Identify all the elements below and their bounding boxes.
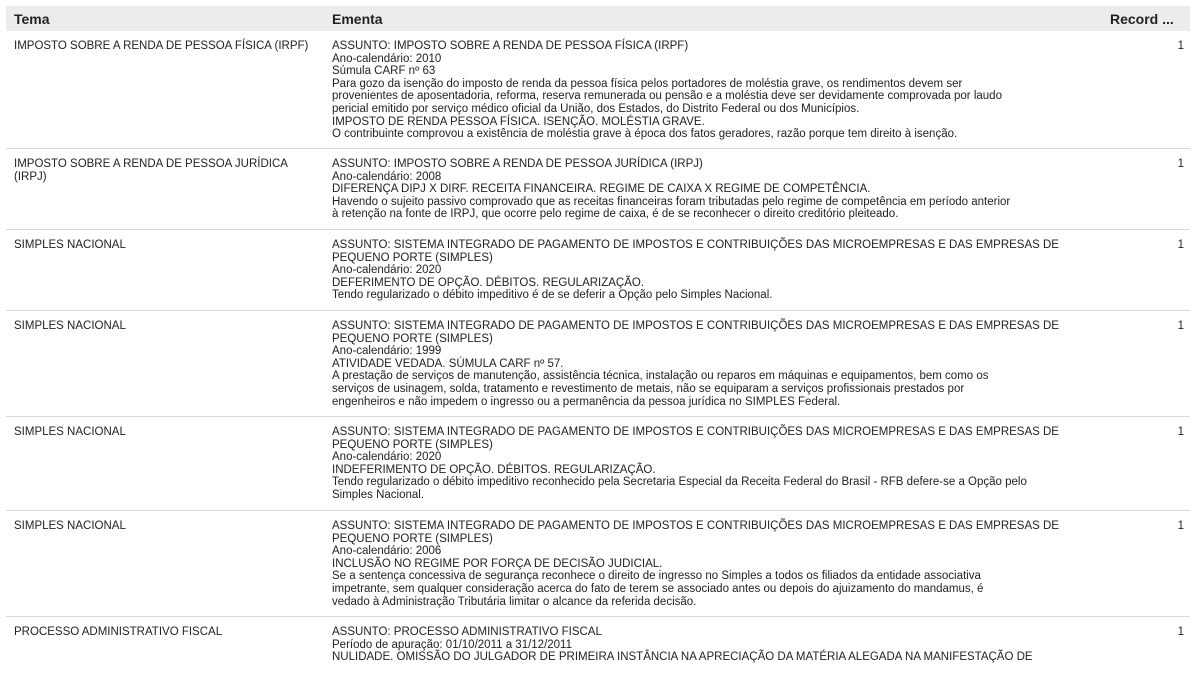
- cell-tema: [6, 239, 324, 310]
- tema-line: IMPOSTO SOBRE A RENDA DE PESSOA JURÍDICA: [14, 158, 288, 170]
- ementa-line: Ano-calendário: 2010: [332, 52, 442, 65]
- ementa-line: à retenção na fonte de IRPJ, que ocorre pelo regime de caixa, é de se reconhecer o direito creditório pleiteado.: [332, 208, 899, 221]
- column-header-ementa[interactable]: Ementa: [332, 10, 383, 27]
- cell-tema: [6, 626, 324, 677]
- table-row[interactable]: [6, 149, 1190, 230]
- cell-ementa: [324, 520, 1096, 616]
- ementa-line: PEQUENO PORTE (SIMPLES): [332, 332, 493, 345]
- tema-line: SIMPLES NACIONAL: [14, 520, 126, 532]
- table-header: [6, 6, 1190, 31]
- cell-ementa: [324, 626, 1096, 677]
- ementa-line: INCLUSÃO NO REGIME POR FORÇA DE DECISÃO JUDICIAL.: [332, 557, 663, 570]
- ementa-line: Tendo regularizado o débito impeditivo é de se deferir a Opção pelo Simples Nacional.: [332, 289, 773, 302]
- ementa-line: IMPOSTO DE RENDA PESSOA FÍSICA. ISENÇÃO. MOLÉSTIA GRAVE.: [332, 115, 705, 128]
- ementa-line: ASSUNTO: SISTEMA INTEGRADO DE PAGAMENTO DE IMPOSTOS E CONTRIBUIÇÕES DAS MICROEMPRESAS E DAS EMPRESAS DE: [332, 239, 1059, 251]
- ementa-line: DEFERIMENTO DE OPÇÃO. DÉBITOS. REGULARIZAÇÃO.: [332, 276, 645, 289]
- cell-ementa: [324, 426, 1096, 510]
- ementa-line: serviços de usinagem, solda, tratamento e revestimento de metais, não se equiparam a serviços profissionais prestados por: [332, 382, 965, 395]
- ementa-line: Período de apuração: 01/10/2011 a 31/12/2011: [332, 638, 572, 651]
- ementa-line: pericial emitido por serviço médico oficial da União, dos Estados, do Distrito Federal ou dos Municípios.: [332, 102, 860, 115]
- tema-line: IMPOSTO SOBRE A RENDA DE PESSOA FÍSICA (IRPF): [14, 40, 309, 52]
- table-row[interactable]: [6, 417, 1190, 511]
- cell-ementa: [324, 158, 1096, 229]
- cell-record-count: 1: [1177, 520, 1184, 532]
- table-row[interactable]: [6, 311, 1190, 417]
- ementa-line: PEQUENO PORTE (SIMPLES): [332, 251, 493, 264]
- ementa-line: PEQUENO PORTE (SIMPLES): [332, 532, 493, 545]
- cell-tema: [6, 426, 324, 510]
- ementa-line: vedado à Administração Tributária limitar o alcance da referida decisão.: [332, 595, 697, 608]
- table-row[interactable]: [6, 230, 1190, 311]
- cell-tema: [6, 158, 324, 229]
- table-body: [6, 31, 1190, 677]
- ementa-line: PEQUENO PORTE (SIMPLES): [332, 438, 493, 451]
- cell-record-count: 1: [1177, 320, 1184, 332]
- column-header-tema[interactable]: Tema: [14, 10, 50, 27]
- ementa-line: ASSUNTO: SISTEMA INTEGRADO DE PAGAMENTO DE IMPOSTOS E CONTRIBUIÇÕES DAS MICROEMPRESAS E DAS EMPRESAS DE: [332, 320, 1059, 332]
- cell-record-count: 1: [1177, 426, 1184, 438]
- table-row[interactable]: [6, 511, 1190, 617]
- cell-tema: [6, 40, 324, 148]
- table-row[interactable]: [6, 617, 1190, 677]
- tema-line: SIMPLES NACIONAL: [14, 426, 126, 438]
- ementa-line: Ano-calendário: 2020: [332, 264, 442, 277]
- ementa-line: DIFERENÇA DIPJ X DIRF. RECEITA FINANCEIRA. REGIME DE CAIXA X REGIME DE COMPETÊNCIA.: [332, 183, 871, 196]
- ementa-line: Para gozo da isenção do imposto de renda da pessoa física pelos portadores de moléstia grave, os rendimentos devem ser: [332, 77, 963, 90]
- ementa-line: O contribuinte comprovou a existência de moléstia grave à época dos fatos geradores, razão porque tem direito à isenção.: [332, 128, 958, 141]
- ementa-line: ASSUNTO: SISTEMA INTEGRADO DE PAGAMENTO DE IMPOSTOS E CONTRIBUIÇÕES DAS MICROEMPRESAS E DAS EMPRESAS DE: [332, 520, 1059, 532]
- ementa-line: Ano-calendário: 2008: [332, 170, 442, 183]
- results-table: [6, 6, 1190, 677]
- tema-line: PROCESSO ADMINISTRATIVO FISCAL: [14, 626, 223, 638]
- ementa-line: A prestação de serviços de manutenção, assistência técnica, instalação ou reparos em máquinas e equipamentos, bem como os: [332, 370, 989, 383]
- ementa-line: ASSUNTO: PROCESSO ADMINISTRATIVO FISCAL: [332, 626, 602, 638]
- cell-record-count: 1: [1177, 239, 1184, 251]
- ementa-line: Súmula CARF nº 63: [332, 65, 436, 78]
- table-row[interactable]: [6, 31, 1190, 149]
- cell-record-count: 1: [1177, 40, 1184, 52]
- cell-record-count: 1: [1177, 626, 1184, 638]
- tema-line: SIMPLES NACIONAL: [14, 320, 126, 332]
- ementa-line: Ano-calendário: 2006: [332, 545, 442, 558]
- ementa-line: Ano-calendário: 2020: [332, 451, 442, 464]
- ementa-line: provenientes de aposentadoria, reforma, reserva remunerada ou pensão e a moléstia deve ser devidamente comprovada por laudo: [332, 90, 1002, 103]
- ementa-line: Havendo o sujeito passivo comprovado que as receitas financeiras foram tributadas pelo regime de competência em período anterior: [332, 195, 1011, 208]
- ementa-line: Tendo regularizado o débito impeditivo reconhecido pela Secretaria Especial da Receita Federal do Brasil - RFB defere-se a Opção pelo: [332, 476, 1027, 489]
- cell-ementa: [324, 239, 1096, 310]
- cell-ementa: [324, 40, 1096, 148]
- ementa-line: NULIDADE. OMISSÃO DO JULGADOR DE PRIMEIRA INSTÂNCIA NA APRECIAÇÃO DA MATÉRIA ALEGADA NA MANIFESTAÇÃO DE: [332, 651, 1033, 664]
- ementa-line: Ano-calendário: 1999: [332, 345, 442, 358]
- cell-tema: [6, 520, 324, 616]
- column-header-record[interactable]: Record ...: [1110, 10, 1174, 27]
- tema-line: SIMPLES NACIONAL: [14, 239, 126, 251]
- ementa-line: Se a sentença concessiva de segurança reconhece o direito de ingresso no Simples a todos os filiados da entidade associativa: [332, 570, 981, 583]
- ementa-line: ATIVIDADE VEDADA. SÚMULA CARF nº 57.: [332, 357, 564, 370]
- ementa-line: ASSUNTO: IMPOSTO SOBRE A RENDA DE PESSOA JURÍDICA (IRPJ): [332, 158, 703, 170]
- ementa-line: Simples Nacional.: [332, 488, 425, 501]
- ementa-line: ASSUNTO: SISTEMA INTEGRADO DE PAGAMENTO DE IMPOSTOS E CONTRIBUIÇÕES DAS MICROEMPRESAS E DAS EMPRESAS DE: [332, 426, 1059, 438]
- cell-tema: [6, 320, 324, 416]
- cell-record-count: 1: [1177, 158, 1184, 170]
- ementa-line: impetrante, sem qualquer consideração acerca do fato de terem se associado antes ou depois do ajuizamento do mandamus, é: [332, 582, 984, 595]
- ementa-line: INDEFERIMENTO DE OPÇÃO. DÉBITOS. REGULARIZAÇÃO.: [332, 463, 656, 476]
- ementa-line: engenheiros e não impedem o ingresso ou a permanência da pessoa jurídica no SIMPLES Federal.: [332, 395, 841, 408]
- ementa-line: ASSUNTO: IMPOSTO SOBRE A RENDA DE PESSOA FÍSICA (IRPF): [332, 40, 689, 52]
- cell-ementa: [324, 320, 1096, 416]
- tema-line: (IRPJ): [14, 170, 47, 183]
